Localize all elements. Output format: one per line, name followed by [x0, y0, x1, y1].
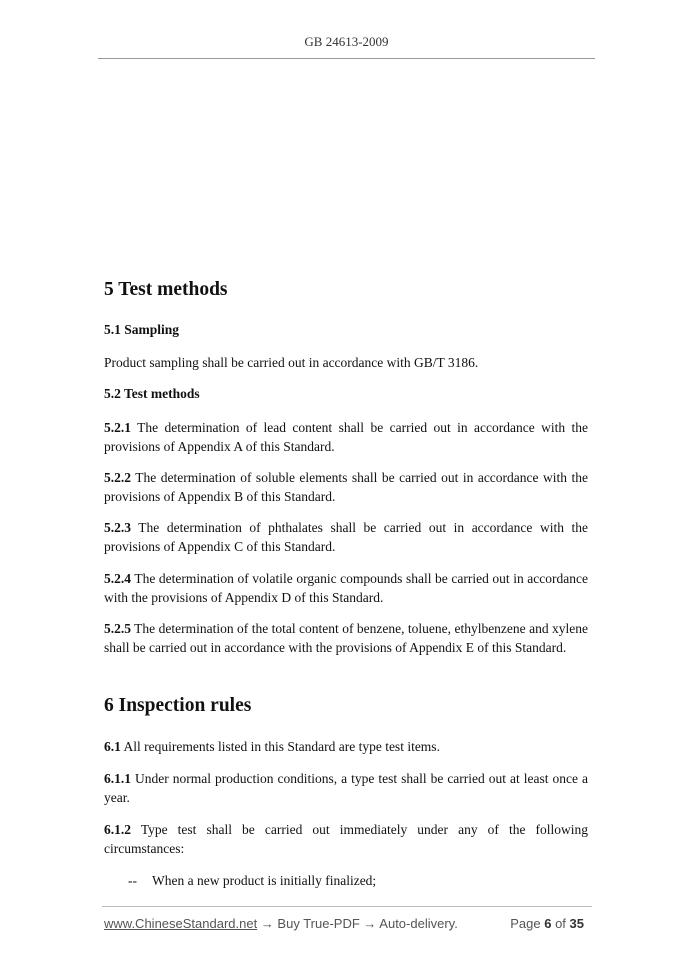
clause-number: 6.1.1	[104, 771, 131, 786]
section-heading-6: 6 Inspection rules	[104, 695, 252, 716]
clause-number: 5.2.1	[104, 420, 131, 435]
paragraph-6-1-2	[104, 820, 588, 858]
footer-left	[104, 916, 458, 931]
bullet-text: When a new product is initially finalized;	[152, 873, 377, 888]
clause-number: 5.2.3	[104, 520, 131, 535]
clause-number: 5.2.5	[104, 621, 131, 636]
paragraph-5-2-5	[104, 619, 588, 657]
running-header: GB 24613-2009	[304, 34, 389, 49]
clause-number: 5.2.4	[104, 571, 131, 586]
page-footer	[104, 916, 584, 931]
clause-text: Under normal production conditions, a type test shall be carried out at least once a year.	[104, 771, 588, 805]
paragraph-6-1-1	[104, 769, 588, 807]
header-divider	[98, 58, 595, 59]
paragraph-5-1: Product sampling shall be carried out in accordance with GB/T 3186.	[104, 355, 479, 370]
clause-text: The determination of phthalates shall be carried out in accordance with the provisions of Appendix C of this Standard.	[104, 520, 588, 554]
subsection-heading-5-2: 5.2 Test methods	[104, 386, 200, 401]
clause-text: The determination of soluble elements shall be carried out in accordance with the provisions of Appendix B of this Standard.	[104, 470, 588, 504]
footer-divider	[102, 906, 592, 907]
page-label: Page	[510, 916, 541, 931]
clause-text: The determination of volatile organic compounds shall be carried out in accordance with the provisions of Appendix D of this Standard.	[104, 571, 588, 605]
clause-number: 6.1	[104, 739, 121, 754]
section-heading-5: 5 Test methods	[104, 279, 228, 300]
clause-text: The determination of the total content of benzene, toluene, ethylbenzene and xylene shall be carried out in accordance with the provisions of Appendix E of this Standard.	[104, 621, 588, 655]
clause-number: 6.1.2	[104, 822, 131, 837]
page-indicator	[510, 916, 584, 931]
paragraph-5-2-1	[104, 418, 588, 456]
clause-text: Type test shall be carried out immediately under any of the following circumstances:	[104, 822, 588, 856]
paragraph-5-2-3	[104, 518, 588, 556]
paragraph-5-2-4	[104, 569, 588, 607]
total-pages: 35	[569, 916, 584, 931]
clause-text: The determination of lead content shall be carried out in accordance with the provisions of Appendix A of this Standard.	[104, 420, 588, 454]
paragraph-6-1	[104, 737, 588, 756]
page-number: 6	[544, 916, 552, 931]
website-link[interactable]: www.ChineseStandard.net	[104, 916, 258, 931]
clause-text: All requirements listed in this Standard are type test items.	[120, 739, 440, 754]
of-label: of	[555, 916, 566, 931]
bullet-marker: --	[128, 873, 137, 888]
paragraph-5-2-2	[104, 468, 588, 506]
clause-number: 5.2.2	[104, 470, 131, 485]
footer-tagline: → Buy True-PDF → Auto-delivery.	[257, 916, 458, 931]
subsection-heading-5-1: 5.1 Sampling	[104, 322, 180, 337]
bullet-item	[128, 871, 568, 890]
